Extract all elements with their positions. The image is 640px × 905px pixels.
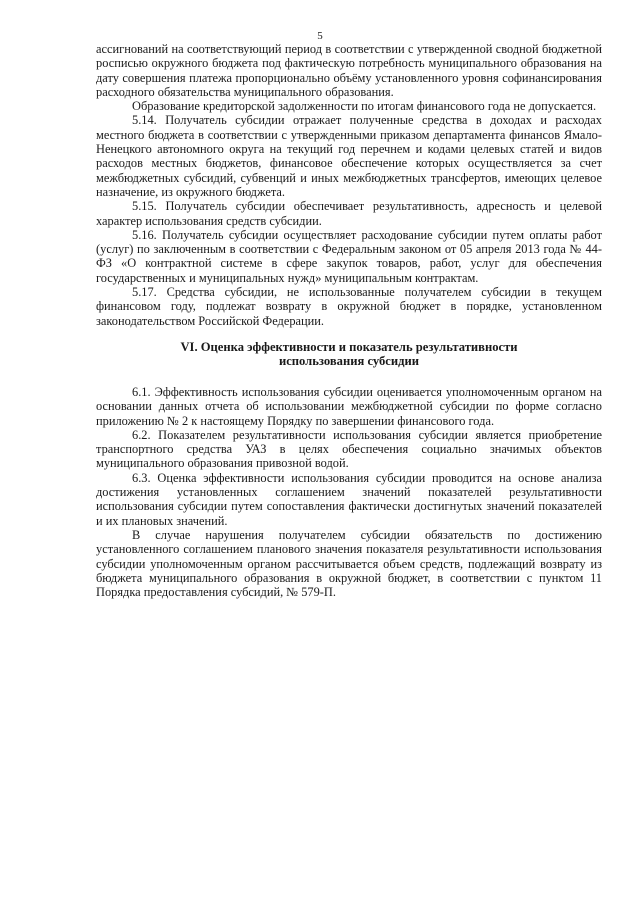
paragraph: Образование кредиторской задолженности по итогам финансового года не допускается. bbox=[132, 99, 597, 114]
paragraph: 6.2. Показателем результативности использования субсидии является приобретение транспортного средства УАЗ в целях обеспечения социально значимых объектов муниципального образования привозной водой. bbox=[96, 427, 602, 471]
paragraph: 5.15. Получатель субсидии обеспечивает результативность, адресность и целевой характер использования средств субсидии. bbox=[96, 199, 602, 228]
section-heading-line: использования субсидии bbox=[278, 354, 420, 369]
paragraph: 6.3. Оценка эффективности использования субсидии проводится на основе анализа достижения установленных соглашением значений показателей результативности использования субсидии путем сопоставления фактически достигнутых значений показателей и их плановых значений. bbox=[96, 470, 602, 528]
paragraph: В случае нарушения получателем субсидии обязательств по достижению установленного соглашением планового значения показателя результативности использования субсидии уполномоченным органом рассчитывается объем средств, подлежащий возврату из бюджета муниципального образования в окружной бюджет, в соответствии с пунктом 11 Порядка предоставления субсидий, № 579-П. bbox=[96, 527, 602, 600]
paragraphs-after bbox=[96, 385, 602, 599]
paragraph: 5.14. Получатель субсидии отражает полученные средства в доходах и расходах местного бюджета в соответствии с утвержденными приказом департамента финансов Ямало-Ненецкого автономного округа на текущий год перечнем и кодами целевых статей и видов расходов местных бюджетов, финансовое обеспечение которых осуществляется за счет межбюджетных субсидий, субвенций и иных межбюджетных трансфертов, имеющих целевое назначение, из окружного бюджета. bbox=[96, 113, 602, 199]
paragraph: 6.1. Эффективность использования субсидии оценивается уполномоченным органом на основании данных отчета об использовании межбюджетной субсидии по форме согласно приложению № 2 к настоящему Порядку по завершении финансового года. bbox=[96, 384, 602, 428]
section-heading bbox=[96, 340, 602, 369]
paragraphs-before bbox=[96, 42, 602, 328]
paragraph: 5.16. Получатель субсидии осуществляет расходование субсидии путем оплаты работ (услуг) по заключенным в соответствии с Федеральным законом от 05 апреля 2013 года № 44-ФЗ «О контрактной системе в сфере закупок товаров, работ, услуг для обеспечения государственных и муниципальных нужд» муниципальным контрактам. bbox=[96, 227, 602, 285]
section-heading-line: VI. Оценка эффективности и показатель результативности bbox=[180, 339, 518, 354]
paragraph: ассигнований на соответствующий период в соответствии с утвержденной сводной бюджетной росписью окружного бюджета под фактическую потребность муниципального образования на дату совершения платежа пропорционально объёму установленного уровня софинансирования расходного обязательства муниципального образования. bbox=[96, 42, 602, 99]
paragraph: 5.17. Средства субсидии, не использованные получателем субсидии в текущем финансовом году, подлежат возврату в окружной бюджет в порядке, установленном законодательством Российской Федерации. bbox=[96, 285, 602, 328]
document-body bbox=[96, 42, 602, 599]
page-number: 5 bbox=[317, 30, 323, 42]
